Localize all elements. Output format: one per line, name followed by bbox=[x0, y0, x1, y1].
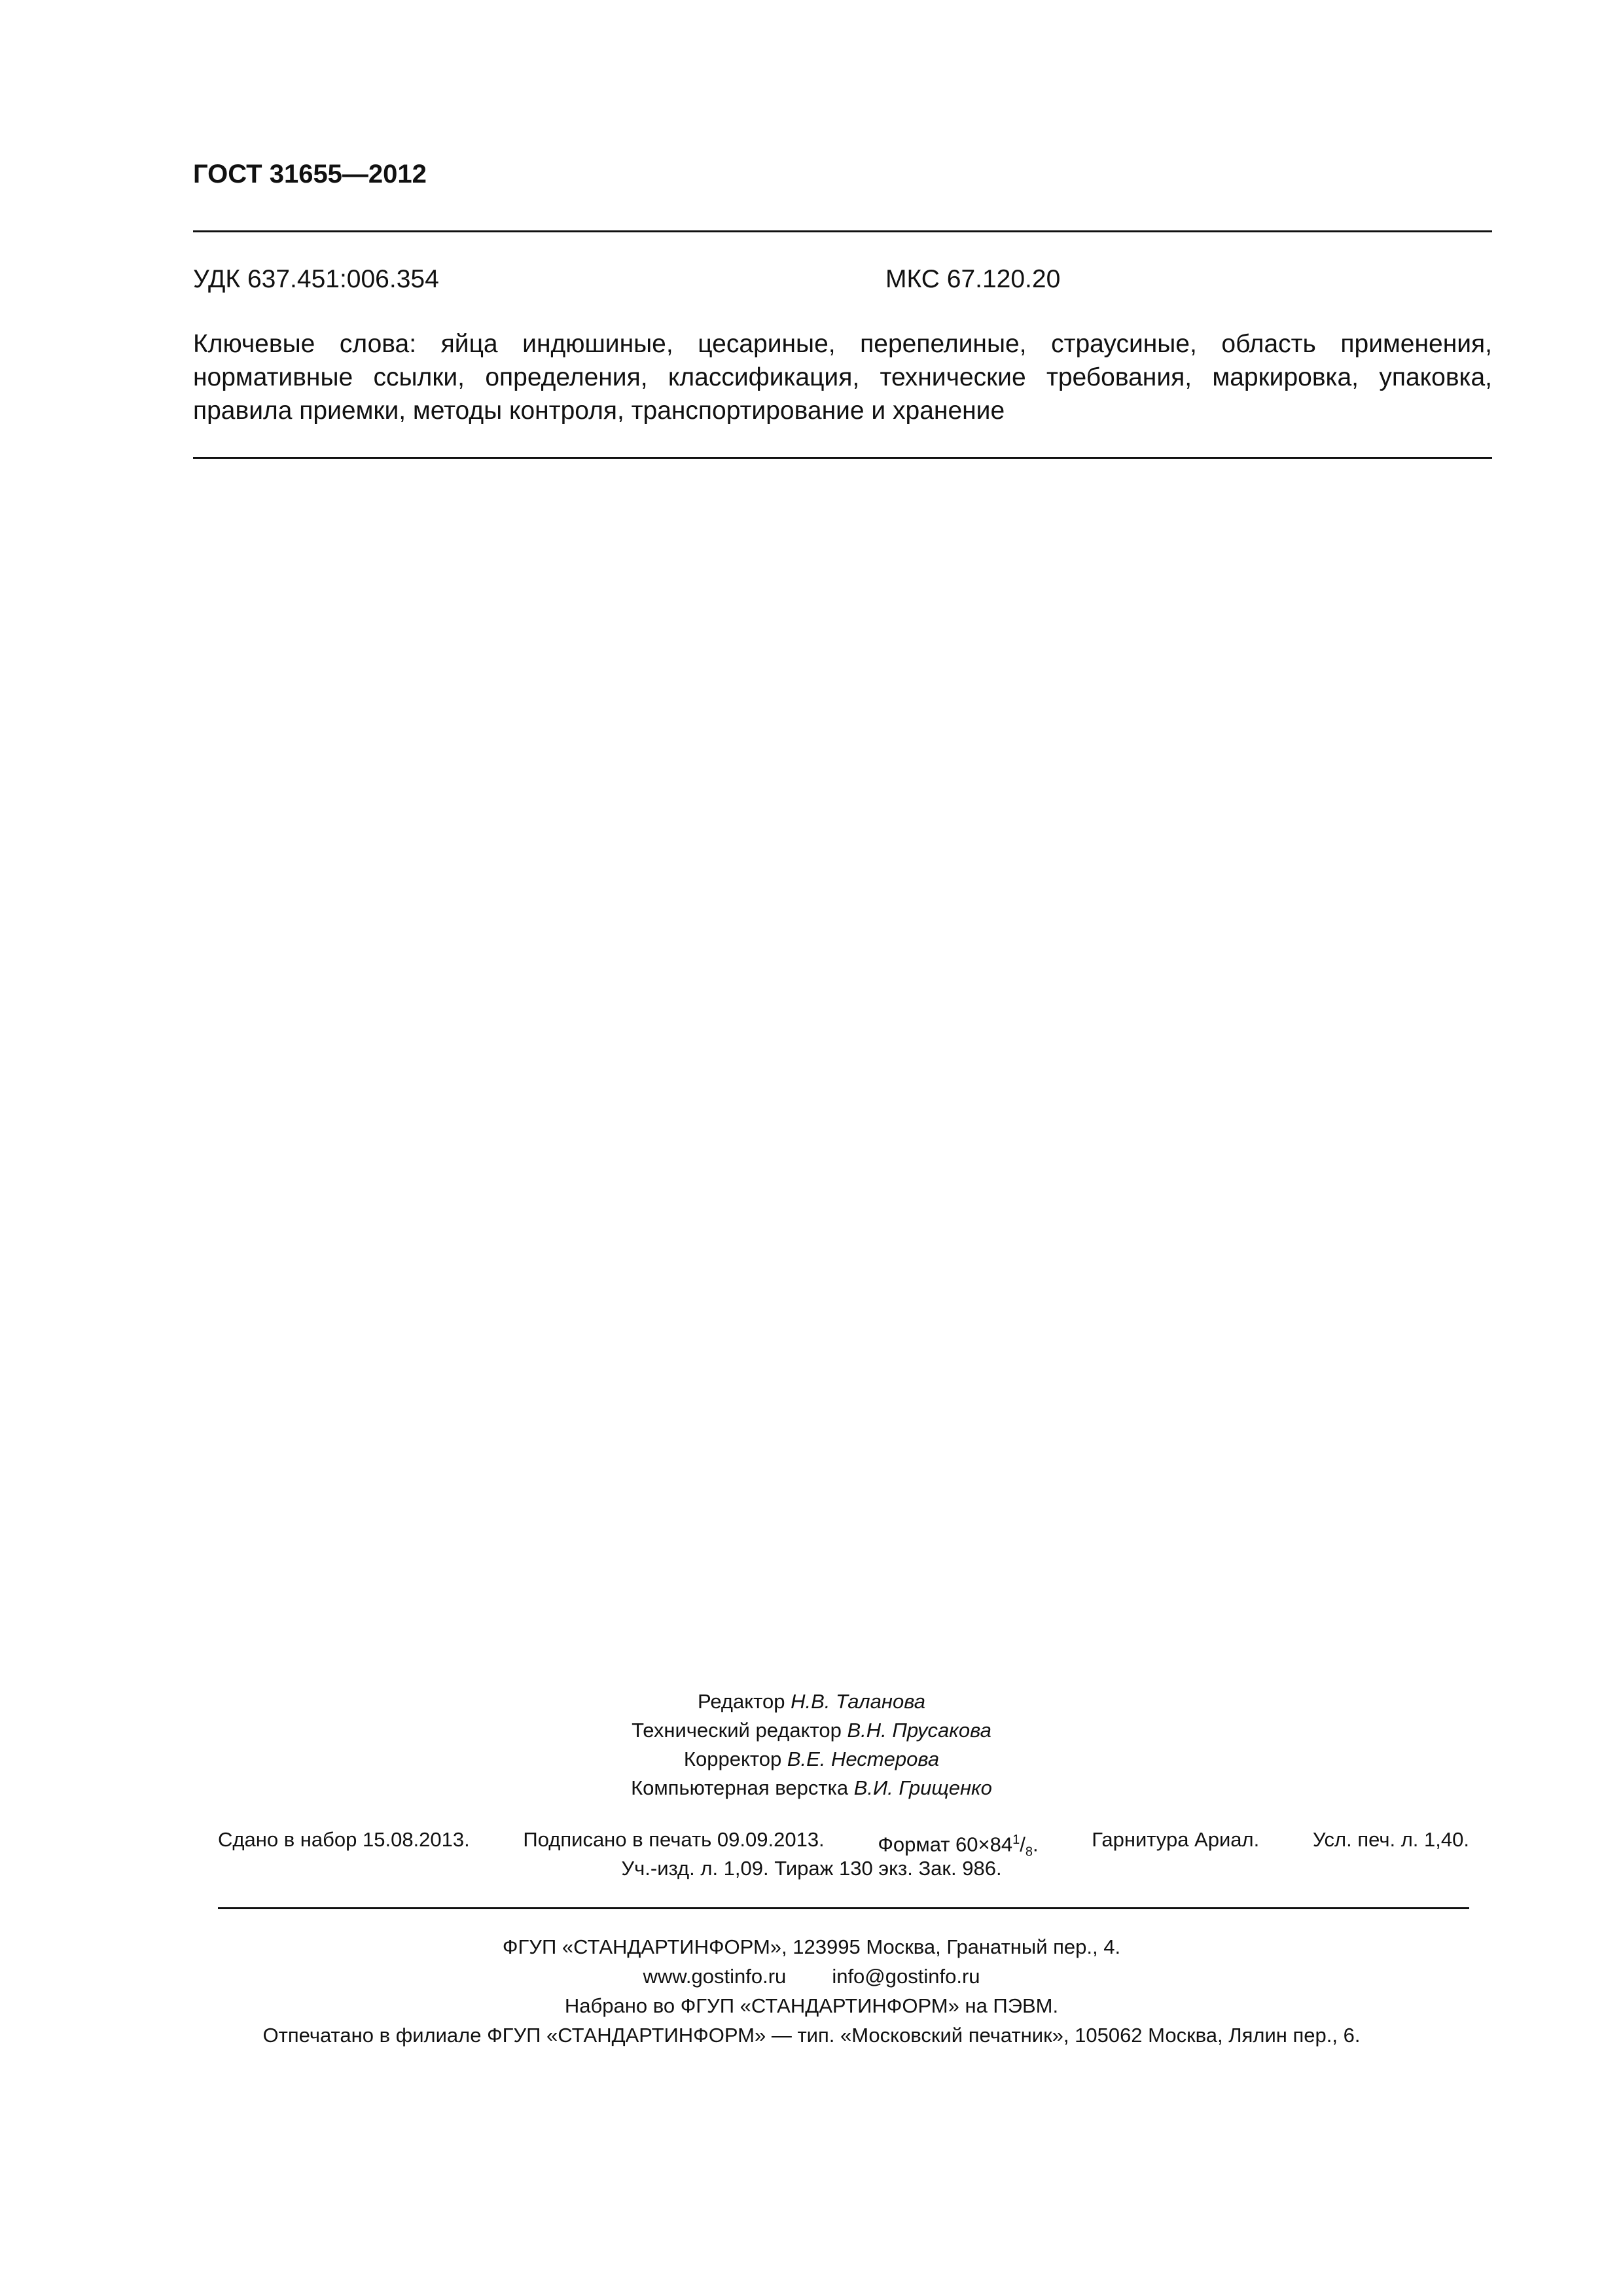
credit-layout bbox=[0, 1774, 1623, 1803]
credit-role: Компьютерная верстка bbox=[631, 1776, 849, 1799]
credits-block bbox=[0, 1687, 1623, 1803]
footer-divider bbox=[218, 1907, 1469, 1909]
submitted-date: Сдано в набор 15.08.2013. bbox=[218, 1828, 470, 1851]
typeset-note: Набрано во ФГУП «СТАНДАРТИНФОРМ» на ПЭВМ. bbox=[564, 1994, 1059, 2017]
publisher-address: ФГУП «СТАНДАРТИНФОРМ», 123995 Москва, Гранатный пер., 4. bbox=[502, 1935, 1121, 1958]
keywords-divider bbox=[193, 457, 1492, 459]
print-info-line-2: Уч.-изд. л. 1,09. Тираж 130 экз. Зак. 986. bbox=[621, 1857, 1002, 1880]
credit-name: В.Е. Нестерова bbox=[787, 1748, 940, 1770]
email-link[interactable]: info@gostinfo.ru bbox=[832, 1965, 980, 1988]
website-link[interactable]: www.gostinfo.ru bbox=[643, 1965, 787, 1988]
publisher-contacts bbox=[0, 1962, 1623, 1991]
credit-proofreader bbox=[0, 1745, 1623, 1774]
document-code: ГОСТ 31655—2012 bbox=[193, 160, 427, 188]
typeface: Гарнитура Ариал. bbox=[1092, 1828, 1260, 1851]
keywords-paragraph: Ключевые слова: яйца индюшиные, цесариные, перепелиные, страусиные, область применения, нормативные ссылки, определения, классификация, технические требования, маркировка, упаковка, правила приемки, методы контроля, транспортирование и хранение bbox=[193, 330, 1492, 425]
top-divider bbox=[193, 230, 1492, 232]
credit-name: В.И. Грищенко bbox=[853, 1776, 992, 1799]
publisher-block bbox=[0, 1932, 1623, 2050]
credit-name: Н.В. Таланова bbox=[791, 1690, 925, 1713]
credit-name: В.Н. Прусакова bbox=[847, 1719, 991, 1742]
credit-editor bbox=[0, 1687, 1623, 1716]
printed-note: Отпечатано в филиале ФГУП «СТАНДАРТИНФОРМ» — тип. «Московский печатник», 105062 Москва, Лялин пер., 6. bbox=[262, 2024, 1361, 2047]
udk-code: УДК 637.451:006.354 bbox=[193, 265, 439, 293]
credit-tech-editor bbox=[0, 1716, 1623, 1745]
signed-date: Подписано в печать 09.09.2013. bbox=[523, 1828, 825, 1851]
credit-role: Корректор bbox=[683, 1748, 782, 1770]
print-sheets: Усл. печ. л. 1,40. bbox=[1312, 1828, 1469, 1851]
mks-code: МКС 67.120.20 bbox=[885, 265, 1061, 293]
paper-format: Формат $60\times 84^1/_8$. bbox=[878, 1833, 1039, 1859]
credit-role: Редактор bbox=[698, 1690, 785, 1713]
credit-role: Технический редактор bbox=[632, 1719, 842, 1742]
